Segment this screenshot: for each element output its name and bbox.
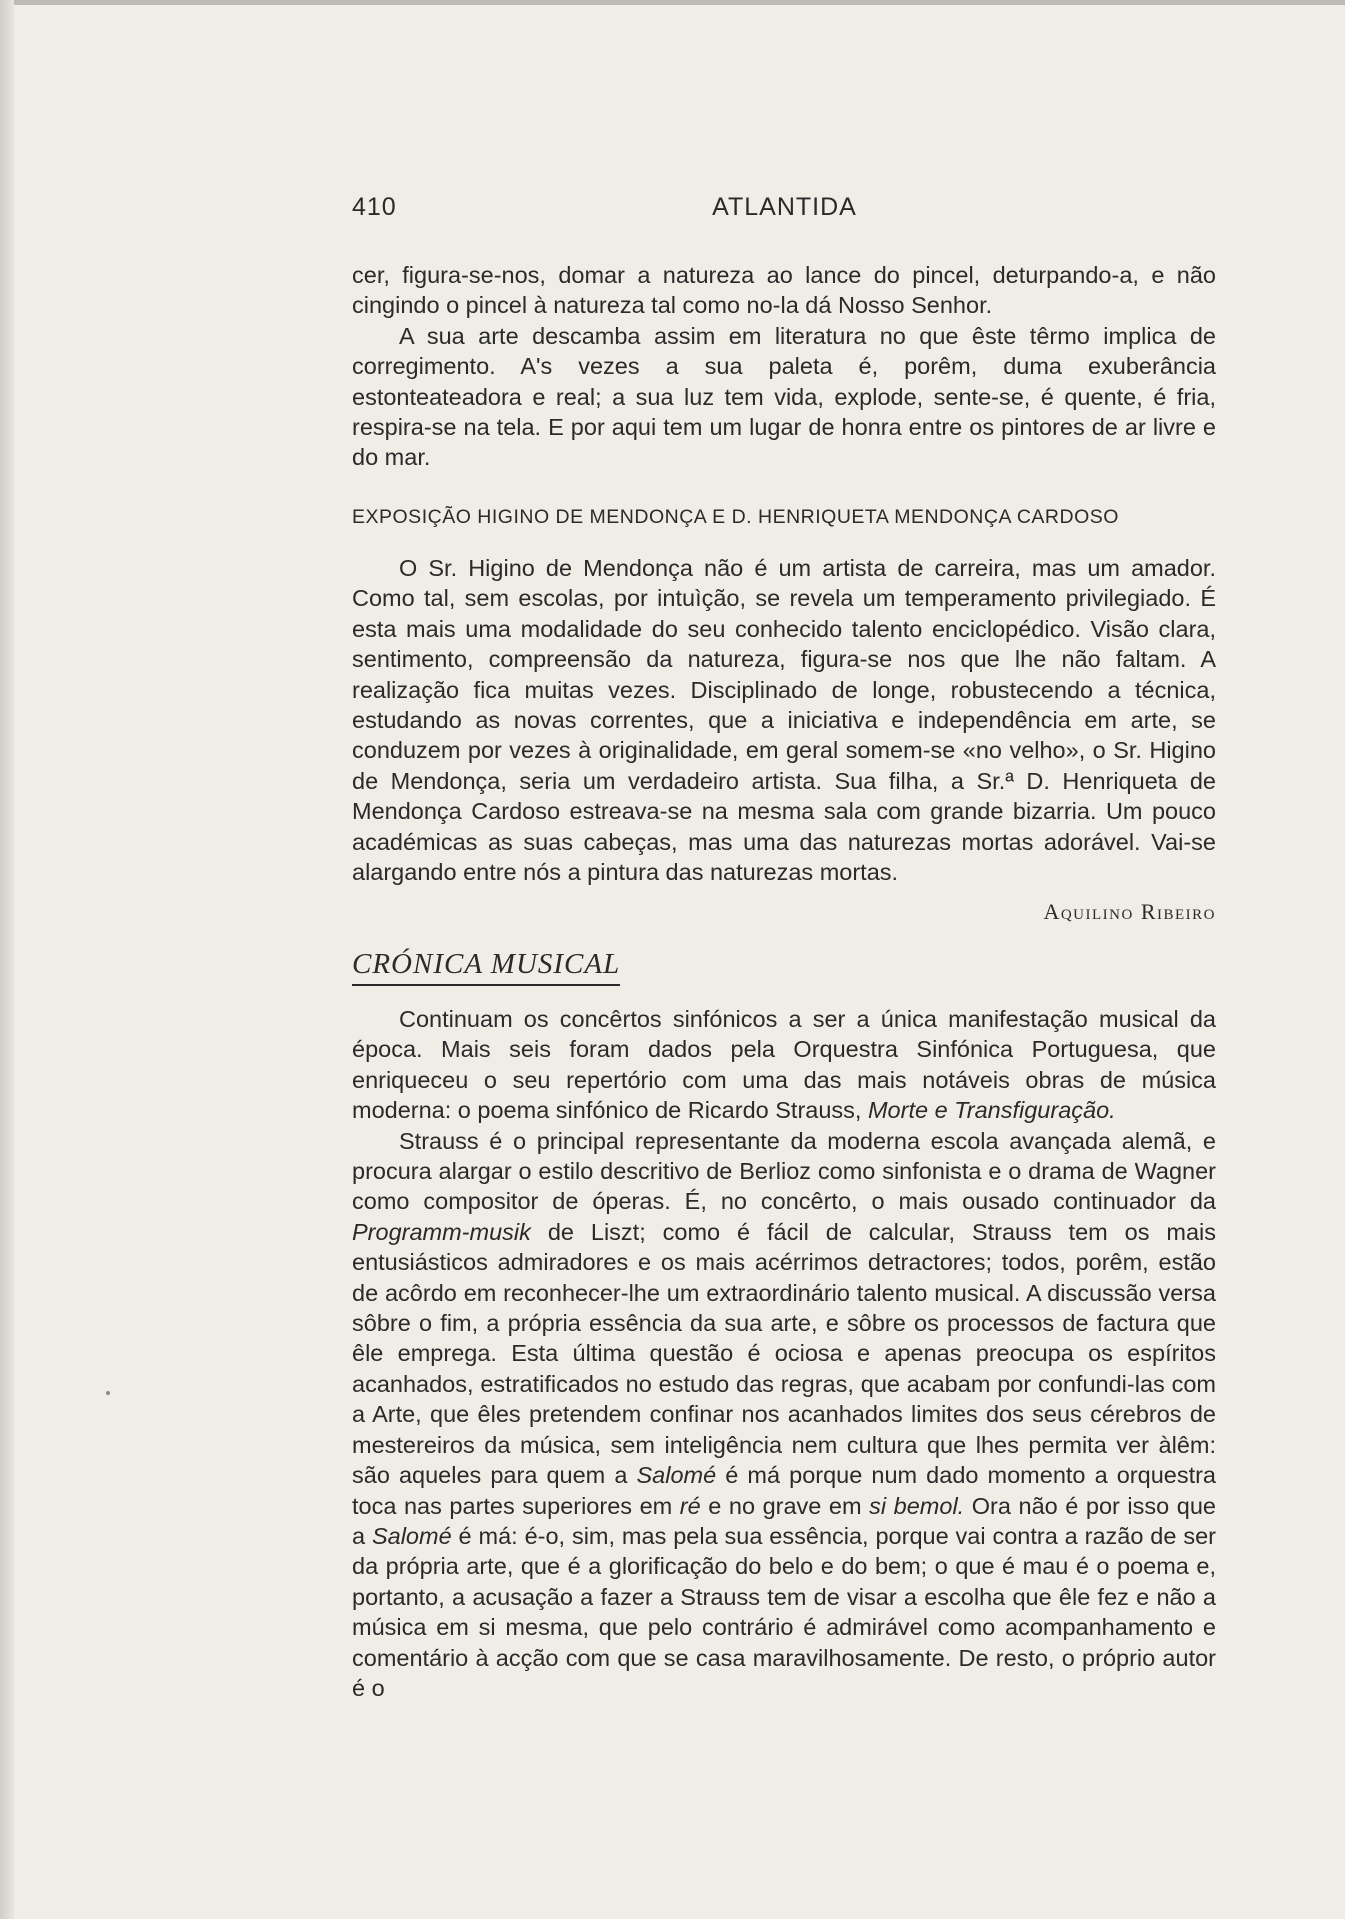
term-programm-musik: Programm-musik (352, 1218, 531, 1245)
page-top-edge (0, 0, 1345, 5)
strauss-text-f: é má: é-o, sim, mas pela sua essência, porque vai contra a razão de ser da própria arte, que é a glorificação do belo e do bem; o que é mau é o poema e, portanto, a acusação a fazer a Strauss tem de visar a escolha que êle fez e não a música em si mesma, que pelo contrário é admirável como acompanhamento e comentário à acção com que se casa maravilhosamente. De resto, o próprio autor é o (352, 1522, 1216, 1701)
paragraph-art-critique: A sua arte descamba assim em literatura no que êste têrmo implica de corregimento. A's vezes a sua paleta é, porêm, duma exuberância estonteateadora e real; a sua luz tem vida, explode, sente-se, é quente, é fria, respira-se na tela. E por aqui tem um lugar de honra entre os pintores de ar livre e do mar. (352, 322, 1216, 471)
paper-speck (106, 1391, 110, 1395)
strauss-text-d: e no grave em (700, 1492, 870, 1519)
running-title: ATLANTIDA (712, 193, 857, 221)
section-title: CRÓNICA MUSICAL (352, 948, 620, 986)
exhibition-heading: EXPOSIÇÃO HIGINO DE MENDONÇA E D. HENRIQUETA MENDONÇA CARDOSO (352, 506, 1119, 528)
author-signature: Aquilino Ribeiro (1043, 899, 1216, 924)
work-title-morte: Morte e Transfiguração. (867, 1097, 1116, 1124)
paragraph-concerts (352, 1004, 1216, 1126)
text-column-exhibition (352, 553, 1216, 887)
paragraph-strauss (352, 1126, 1216, 1704)
paragraph-continuation: cer, figura-se-nos, domar a natureza ao lance do pincel, deturpando-a, e não cingindo o pincel à natureza tal como no-la dá Nosso Senhor. (352, 262, 1216, 319)
strauss-text-b: de Liszt; como é fácil de calcular, Strauss tem os mais entusiásticos admiradores e os mais acérrimos detractores; todos, porêm, estão de acôrdo em reconhecer-lhe um extraordinário talento musical. A discussão versa sôbre o fim, a própria essência da sua arte, e sôbre os processos de factura que êle emprega. Esta última questão é ociosa e apenas preocupa os espíritos acanhados, estratificados no estudo das regras, que acabam por confundi-las com a Arte, que êles pretendem confinar nos acanhados limites dos seus cérebros de mestereiros da música, sem inteligência nem cultura que lhes permita ver àlêm: são aqueles para quem a (352, 1218, 1216, 1489)
page-header (352, 193, 1217, 229)
page-number: 410 (352, 193, 397, 221)
text-column-music (352, 1004, 1216, 1703)
work-title-salome-2: Salomé (371, 1522, 452, 1549)
note-re: ré (679, 1492, 701, 1519)
section-title-wrap (352, 948, 1216, 986)
paragraph-exhibition: O Sr. Higino de Mendonça não é um artista de carreira, mas um amador. Como tal, sem escolas, por intuìção, se revela um temperamento privilegiado. É esta mais uma modalidade do seu conhecido talento enciclopédico. Visão clara, sentimento, compreensão da natureza, figura-se nos que lhe não faltam. A realização fica muitas vezes. Disciplinado de longe, robustecendo a técnica, estudando as novas correntes, que a iniciativa e independência em arte, se conduzem por vezes à originalidade, em geral somem-se «no velho», o Sr. Higino de Mendonça, seria um verdadeiro artista. Sua filha, a Sr.ª D. Henriqueta de Mendonça Cardoso estreava-se na mesma sala com grande bizarria. Um pouco académicas as suas cabeças, mas uma das naturezas mortas adorável. Vai-se alargando entre nós a pintura das naturezas mortas. (352, 555, 1216, 886)
text-column-top (352, 260, 1216, 473)
page-binding-edge (0, 0, 14, 1919)
note-si-bemol: si bemol. (869, 1492, 965, 1519)
signature-wrap (352, 899, 1216, 925)
paragraph-concerts-text: Continuam os concêrtos sinfónicos a ser a única manifestação musical da época. Mais seis foram dados pela Orquestra Sinfónica Portuguesa, que enriqueceu o seu repertório com uma das mais notáveis obras de música moderna: o poema sinfónico de Ricardo Strauss, (352, 1006, 1216, 1124)
strauss-text-c: é má porque num dado momento a orquestra toca nas partes superiores em (352, 1462, 1217, 1519)
work-title-salome: Salomé (636, 1462, 717, 1489)
strauss-text-e: Ora não é por isso que a (352, 1492, 1216, 1549)
exhibition-heading-wrap (352, 506, 1216, 529)
strauss-text-a: Strauss é o principal representante da moderna escola avançada alemã, e procura alargar o estilo descritivo de Berlioz como sinfonista e o drama de Wagner como compositor de óperas. É, no concêrto, o mais ousado continuador da (352, 1127, 1216, 1215)
